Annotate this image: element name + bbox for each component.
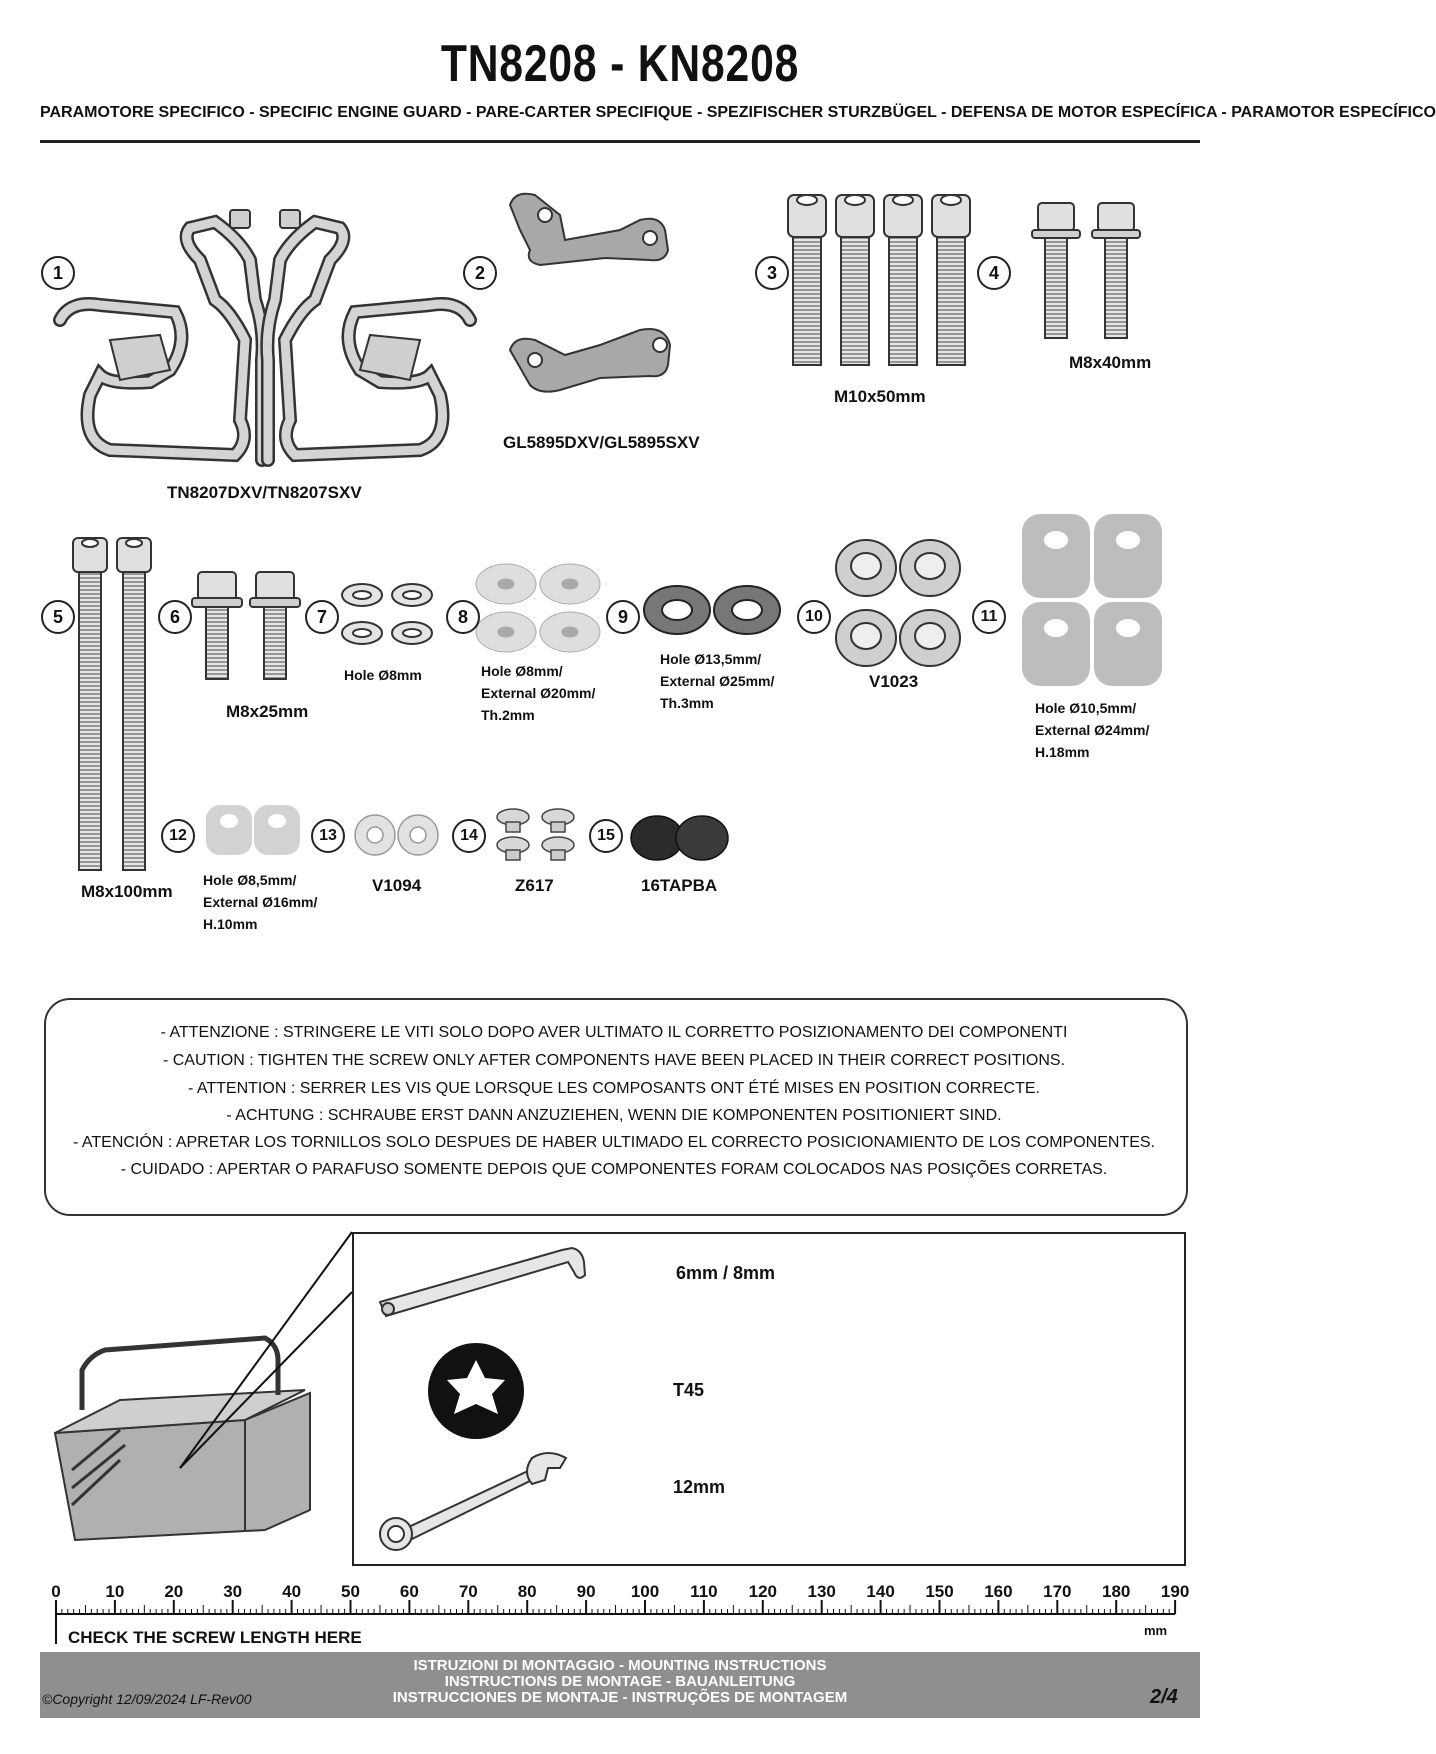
bolts-m8x25-illustration <box>192 572 300 679</box>
part-number-badge: 4 <box>977 256 1011 290</box>
bracket-illustration <box>510 194 670 392</box>
footer-line-1: ISTRUZIONI DI MONTAGGIO - MOUNTING INSTRUCTIONS <box>413 1657 827 1674</box>
part-label-multiline: Hole Ø8mm/ External Ø20mm/ Th.2mm <box>481 663 596 723</box>
part-label-multiline: Hole Ø10,5mm/ External Ø24mm/ H.18mm <box>1035 700 1150 760</box>
ruler-tick-label: 50 <box>341 1582 360 1601</box>
part-number-badge: 8 <box>446 600 480 634</box>
clips-z617-illustration <box>497 809 574 860</box>
part-number-badge: 15 <box>589 819 623 853</box>
part-number-badge: 1 <box>41 256 75 290</box>
ruler-tick-label: 130 <box>807 1582 836 1601</box>
part-label: GL5895DXV/GL5895SXV <box>503 433 700 452</box>
warning-line-it: - ATTENZIONE : STRINGERE LE VITI SOLO DOPO AVER ULTIMATO IL CORRETTO POSIZIONAMENTO DEI COMPONENTI <box>160 1024 1068 1041</box>
bolts-m8x100-illustration <box>73 538 151 870</box>
part-label: M8x100mm <box>81 882 173 901</box>
spacers-h18-illustration <box>1022 514 1162 686</box>
ruler-tick-label: 190 <box>1160 1582 1190 1601</box>
warning-line-de: - ACHTUNG : SCHRAUBE ERST DANN ANZUZIEHEN, WENN DIE KOMPONENTEN POSITIONIERT SIND. <box>226 1107 1002 1124</box>
part-label: M8x40mm <box>1069 353 1152 372</box>
ruler-tick-label: 120 <box>748 1582 777 1601</box>
caps-16tapba-illustration <box>631 816 728 860</box>
page-number: 2/4 <box>1150 1686 1178 1708</box>
part-label: TN8207DXV/TN8207SXV <box>167 483 362 502</box>
part-number-badge: 12 <box>161 819 195 853</box>
ruler-tick-label: 30 <box>223 1582 243 1601</box>
part-label: Hole Ø8mm <box>344 667 422 683</box>
ruler-tick-label: 90 <box>576 1582 596 1601</box>
wrench-size: 12mm <box>673 1477 726 1497</box>
large-washers-illustration <box>644 586 780 634</box>
part-number-badge: 3 <box>755 256 789 290</box>
part-label-multiline: Hole Ø8,5mm/ External Ø16mm/ H.10mm <box>203 872 318 932</box>
part-number-badge: 11 <box>972 600 1006 634</box>
footer-line-2: INSTRUCTIONS DE MONTAGE - BAUANLEITUNG <box>444 1673 796 1690</box>
spring-washers-illustration <box>342 584 432 644</box>
ruler-tick-label: 10 <box>105 1582 125 1601</box>
ruler-tick-label: 150 <box>925 1582 954 1601</box>
ruler-tick-label: 140 <box>866 1582 895 1601</box>
ruler-caption: CHECK THE SCREW LENGTH HERE <box>68 1628 362 1647</box>
spacers-h10-illustration <box>206 805 300 855</box>
part-number-badge: 9 <box>606 600 640 634</box>
toolbox-illustration <box>55 1232 352 1540</box>
ruler-tick-label: 70 <box>458 1582 478 1601</box>
part-number-badge: 2 <box>463 256 497 290</box>
part-number-badge: 6 <box>158 600 192 634</box>
ruler-tick-label: 180 <box>1102 1582 1131 1601</box>
bolts-m10x50-illustration <box>788 195 970 365</box>
page-subtitle: PARAMOTORE SPECIFICO - SPECIFIC ENGINE GUARD - PARE-CARTER SPECIFIQUE - SPEZIFISCHER STURZBÜGEL - DEFENSA DE MOTOR ESPECÍFICA - PARAMOTOR ESPECÍFICO <box>40 104 1436 121</box>
part-number-badge: 7 <box>305 600 339 634</box>
ruler-tick-label: 20 <box>164 1582 184 1601</box>
ruler-tick-label: 110 <box>690 1582 718 1601</box>
torx-size: T45 <box>673 1380 705 1400</box>
part-label: V1023 <box>869 672 919 691</box>
engine-guard-illustration <box>60 210 470 460</box>
warning-line-es: - ATENCIÓN : APRETAR LOS TORNILLOS SOLO DESPUES DE HABER ULTIMADO EL CORRECTO POSICIONAMIENTO DE LOS COMPONENTES. <box>73 1134 1155 1151</box>
ruler-tick-label: 80 <box>517 1582 537 1601</box>
copyright: ©Copyright 12/09/2024 LF-Rev00 <box>42 1691 252 1707</box>
part-number-badge: 14 <box>452 819 486 853</box>
flat-washers-illustration <box>476 564 600 652</box>
part-label: Z617 <box>515 876 554 895</box>
part-number-badge: 5 <box>41 600 75 634</box>
footer-line-3: INSTRUCCIONES DE MONTAJE - INSTRUÇÕES DE MONTAGEM <box>392 1689 848 1706</box>
ruler-tick-label: 160 <box>984 1582 1013 1601</box>
part-number-badge: 10 <box>797 600 831 634</box>
part-number-badge: 13 <box>311 819 345 853</box>
warning-line-pt: - CUIDADO : APERTAR O PARAFUSO SOMENTE DEPOIS QUE COMPONENTES FORAM COLOCADOS NAS POSIÇÕES CORRETAS. <box>120 1161 1108 1178</box>
bushings-v1094-illustration <box>355 815 438 855</box>
part-label: M10x50mm <box>834 387 926 406</box>
warning-line-en: - CAUTION : TIGHTEN THE SCREW ONLY AFTER COMPONENTS HAVE BEEN PLACED IN THEIR CORRECT POSITIONS. <box>162 1052 1066 1069</box>
part-label: 16TAPBA <box>641 876 718 895</box>
ruler-unit: mm <box>1144 1623 1168 1638</box>
bolts-m8x40-illustration <box>1032 203 1140 338</box>
warning-line-fr: - ATTENTION : SERRER LES VIS QUE LORSQUE LES COMPOSANTS ONT ÉTÉ MISES EN POSITION CORRECTE. <box>188 1080 1040 1097</box>
ruler-tick-label: 0 <box>51 1582 61 1601</box>
part-label-multiline: Hole Ø13,5mm/ External Ø25mm/ Th.3mm <box>660 651 775 711</box>
page-title: TN8208 - KN8208 <box>440 35 800 93</box>
spacers-v1023-illustration <box>836 540 960 666</box>
ruler-tick-label: 60 <box>399 1582 419 1601</box>
ruler-tick-label: 100 <box>630 1582 660 1601</box>
part-label: V1094 <box>372 876 422 895</box>
allen-key-size: 6mm / 8mm <box>676 1263 776 1283</box>
ruler-tick-label: 40 <box>282 1582 302 1601</box>
ruler-tick-label: 170 <box>1043 1582 1072 1601</box>
part-label: M8x25mm <box>226 702 309 721</box>
